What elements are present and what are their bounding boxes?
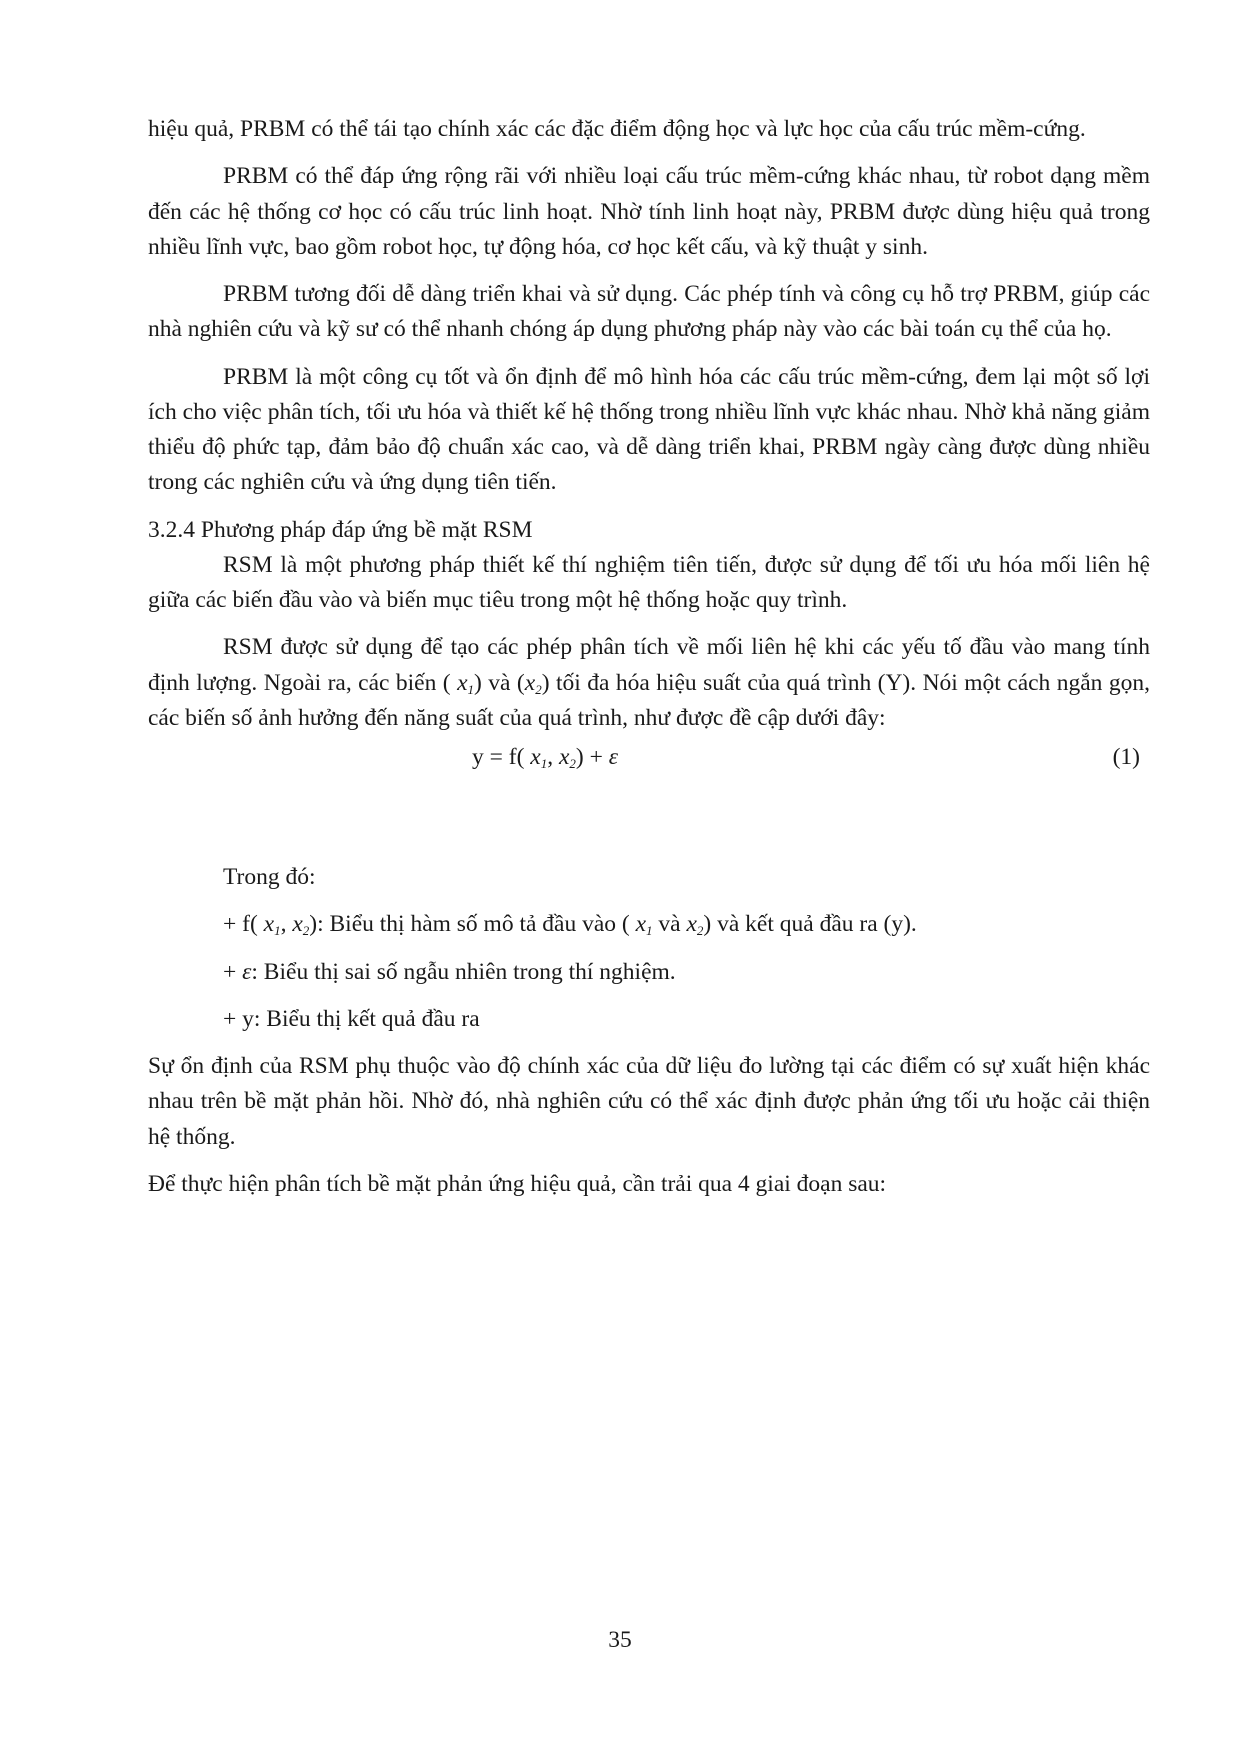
text-segment: ) và ( bbox=[474, 669, 525, 696]
variable-x1: $x_1$ bbox=[530, 744, 548, 771]
paragraph-rsm-variables bbox=[148, 630, 1150, 736]
document-body bbox=[148, 112, 1150, 1214]
paragraph-prbm-ease: PRBM tương đối dễ dàng triển khai và sử dụng. Các phép tính và công cụ hỗ trợ PRBM, giúp các nhà nghiên cứu và kỹ sư có thể nhanh chóng áp dụng phương pháp này vào các bài toán cụ thể của họ. bbox=[148, 281, 1150, 343]
epsilon-symbol: ε bbox=[608, 744, 619, 770]
variable-x1: $x_1$ bbox=[635, 911, 653, 939]
text-segment: ) tối đa hóa hiệu suất của quá trình (Y). Nói một cách ngắn gọn, các biến số ảnh hưởng đến năng suất của quá trình, như được đề cập dưới đây: bbox=[148, 669, 1150, 731]
variable-x2: $x_2$ bbox=[524, 669, 542, 697]
variable-x1: $x_1$ bbox=[457, 669, 475, 697]
equation-number: (1) bbox=[1112, 744, 1140, 770]
definition-function: + f( $x_1$, $x_2$): Biểu thị hàm số mô tả đầu vào ( $x_1$ và $x_2$) và kết quả đầu ra (y). bbox=[223, 911, 917, 939]
definitions-intro: Trong đó: bbox=[223, 864, 316, 890]
definition-epsilon: + ε: Biểu thị sai số ngẫu nhiên trong thí nghiệm. bbox=[223, 958, 676, 985]
variable-x2: $x_2$ bbox=[292, 911, 310, 939]
paragraph-prbm-accuracy: hiệu quả, PRBM có thể tái tạo chính xác các đặc điểm động học và lực học của cấu trúc mềm-cứng. bbox=[148, 116, 1086, 142]
paragraph-rsm-stages: Để thực hiện phân tích bề mặt phản ứng hiệu quả, cần trải qua 4 giai đoạn sau: bbox=[148, 1170, 887, 1197]
text-segment: RSM được sử dụng để tạo các phép phân tích về mối liên hệ khi các yếu tố đầu vào mang tính định lượng. Ngoài ra, các biến ( bbox=[148, 634, 1150, 696]
variable-x2: $x_2$ bbox=[686, 911, 704, 939]
equation-1 bbox=[148, 740, 1150, 790]
epsilon-symbol: ε bbox=[242, 958, 252, 985]
paragraph-rsm-definition: RSM là một phương pháp thiết kế thí nghiệm tiên tiến, được sử dụng để tối ưu hóa mối liên hệ giữa các biến đầu vào và biến mục tiêu trong một hệ thống hoặc quy trình. bbox=[148, 551, 1150, 613]
equation-expression: y = f( $x_1$, $x_2) + \varepsilon$ bbox=[472, 744, 619, 771]
paragraph-rsm-stability: Sự ổn định của RSM phụ thuộc vào độ chính xác của dữ liệu đo lường tại các điểm có sự xuất hiện khác nhau trên bề mặt phản hồi. Nhờ đó, nhà nghiên cứu có thể xác định được phản ứng tối ưu hoặc cải thiện hệ thống. bbox=[148, 1053, 1150, 1150]
paragraph-prbm-applicability: PRBM có thể đáp ứng rộng rãi với nhiều loại cấu trúc mềm-cứng khác nhau, từ robot dạng mềm đến các hệ thống cơ học có cấu trúc linh hoạt. Nhờ tính linh hoạt này, PRBM được dùng hiệu quả trong nhiều lĩnh vực, bao gồm robot học, tự động hóa, cơ học kết cấu, và kỹ thuật y sinh. bbox=[148, 163, 1150, 260]
variable-x2: $x_2$ bbox=[558, 744, 576, 771]
page-number: 35 bbox=[608, 1627, 632, 1653]
paragraph-prbm-conclusion: PRBM là một công cụ tốt và ổn định để mô hình hóa các cấu trúc mềm-cứng, đem lại một số lợi ích cho việc phân tích, tối ưu hóa và thiết kế hệ thống trong nhiều lĩnh vực khác nhau. Nhờ khả năng giảm thiểu độ phức tạp, đảm bảo độ chuẩn xác cao, và dễ dàng triển khai, PRBM ngày càng được dùng nhiều trong các nghiên cứu và ứng dụng tiên tiến. bbox=[148, 363, 1150, 496]
section-heading-rsm: 3.2.4 Phương pháp đáp ứng bề mặt RSM bbox=[148, 516, 533, 543]
variable-x1: $x_1$ bbox=[263, 911, 281, 939]
definition-output: + y: Biểu thị kết quả đầu ra bbox=[223, 1005, 480, 1032]
